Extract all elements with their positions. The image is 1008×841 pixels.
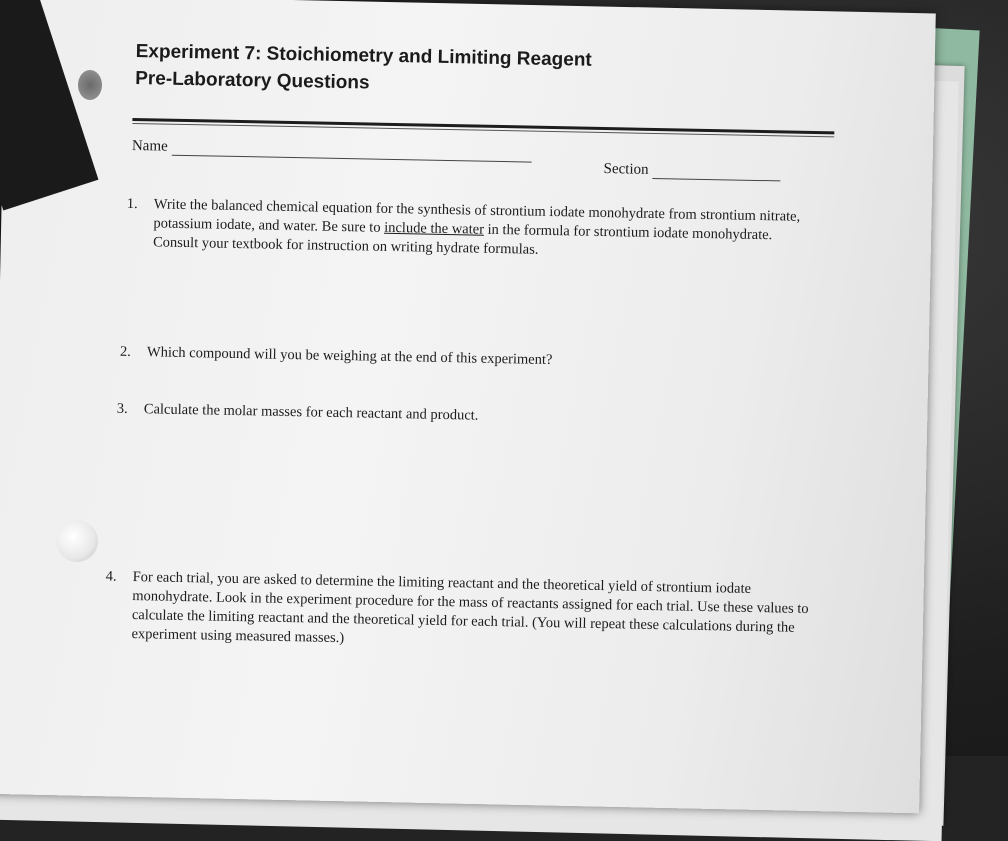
name-label: Name (131, 137, 168, 155)
question-number: 3. (116, 400, 128, 417)
question-text: Which compound will you be weighing at the end of this experiment? (146, 344, 553, 369)
section-field[interactable] (603, 161, 780, 181)
question-text: Calculate the molar masses for each reactant and product. (143, 401, 479, 424)
question-number: 4. (105, 568, 117, 585)
section-line[interactable] (652, 162, 780, 181)
title-line-2: Pre-Laboratory Questions (135, 67, 370, 94)
question-number: 1. (126, 195, 138, 213)
punch-hole-icon (56, 520, 98, 562)
question-text: For each trial, you are asked to determine the limiting reactant and the theoretical yield of strontium iodate monohydrate. Look in the experiment procedure for the mass of reactants assigned for each trial. Use these values to calculate the limiting reactant and the theoretical yield for each trial. (You will repeat these calculations during the experiment using measured masses.) (131, 569, 809, 647)
section-label: Section (603, 161, 649, 178)
underlined-phrase: include the water (383, 219, 485, 238)
question-number: 2. (119, 343, 132, 360)
title-line-1: Experiment 7: Stoichiometry and Limiting Reagent (135, 40, 592, 71)
question-4 (104, 568, 817, 658)
question-text: Write the balanced chemical equation for the synthesis of strontium iodate monohydrate from strontium nitrate, potassium iodate, and water. Be sure to include the water in the formula for strontium iodate monohydrate. Consult your textbook for instruction on writing hydrate formulas. (152, 196, 801, 258)
binder-ring-icon (78, 70, 102, 100)
